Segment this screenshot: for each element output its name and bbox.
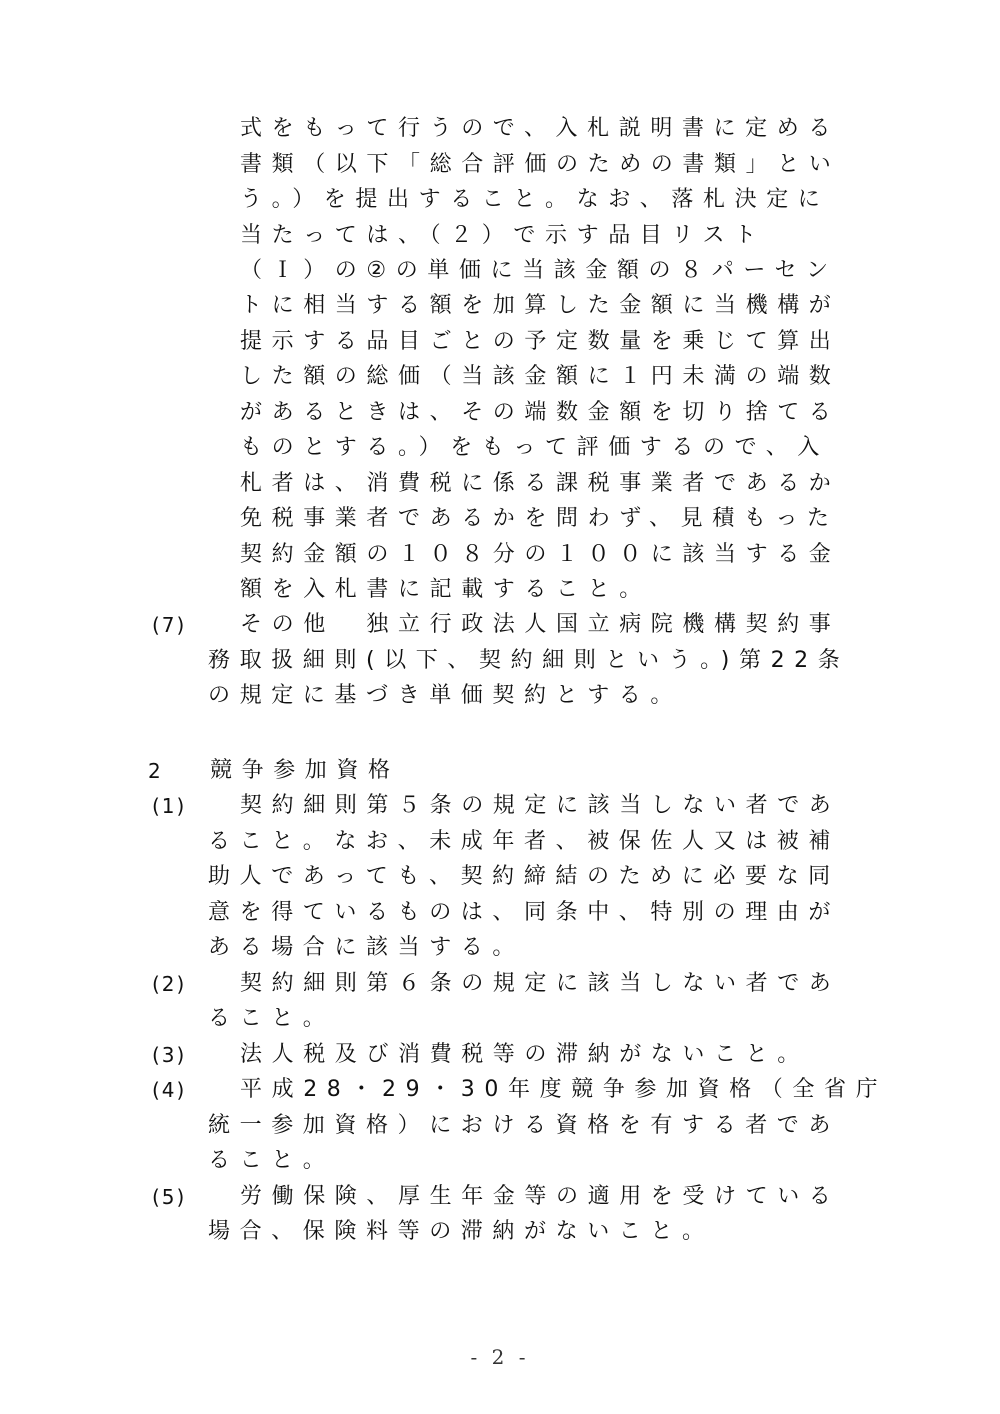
paragraph-line: 契約金額の１０８分の１００に該当する金	[240, 542, 841, 567]
item-7-line: その他 独立行政法人国立病院機構契約事	[240, 612, 841, 637]
paragraph-line: 式をもって行うので、入札説明書に定める	[240, 116, 840, 141]
paragraph-line: 提示する品目ごとの予定数量を乗じて算出	[240, 329, 841, 354]
item-1-line: ある場合に該当する。	[208, 935, 525, 960]
item-4-line: 平成28・29・30年度競争参加資格（全省庁	[240, 1077, 888, 1102]
paragraph-line: 書類（以下「総合評価のための書類」とい	[240, 152, 841, 177]
item-4-line: 統一参加資格）における資格を有する者であ	[208, 1113, 841, 1138]
item-1-line: 助人であっても、契約締結のために必要な同	[208, 864, 840, 889]
paragraph-line: した額の総価（当該金額に１円未満の端数	[240, 364, 841, 389]
paragraph-line: 免税事業者であるかを問わず、見積もった	[240, 506, 839, 531]
paragraph-line: 札者は、消費税に係る課税事業者であるか	[240, 471, 841, 496]
paragraph-line: （Ｉ）の②の単価に当該金額の８パーセン	[240, 258, 838, 283]
paragraph-line: があるときは、その端数金額を切り捨てる	[240, 400, 841, 425]
item-7-marker: (7)	[152, 613, 187, 637]
item-2-marker: (2)	[152, 972, 187, 996]
page-number: - 2 -	[470, 1345, 530, 1369]
item-4-line: ること。	[208, 1148, 335, 1173]
paragraph-line: う。）を提出すること。なお、落札決定に	[240, 187, 830, 212]
paragraph-line: 額を入札書に記載すること。	[240, 577, 651, 602]
item-3-line: 法人税及び消費税等の滞納がないこと。	[240, 1042, 809, 1067]
paragraph-line: ものとする。）をもって評価するので、入	[240, 435, 829, 460]
item-1-line: 契約細則第５条の規定に該当しない者であ	[240, 793, 841, 818]
item-5-marker: (5)	[152, 1185, 187, 1209]
item-2-line: ること。	[208, 1006, 335, 1031]
section-2-heading: 競争参加資格	[210, 758, 400, 783]
paragraph-line: トに相当する額を加算した金額に当機構が	[240, 293, 841, 318]
item-1-marker: (1)	[152, 794, 187, 818]
section-2-number: 2	[148, 759, 161, 783]
item-7-line: の規定に基づき単価契約とする。	[208, 683, 683, 708]
paragraph-line: 当たっては、（２）で示す品目リスト	[240, 223, 766, 248]
item-1-line: 意を得ているものは、同条中、特別の理由が	[208, 900, 841, 925]
item-7-line: 務取扱細則(以下、契約細則という。)第22条	[208, 648, 850, 673]
item-5-line: 労働保険、厚生年金等の適用を受けている	[240, 1184, 841, 1209]
item-1-line: ること。なお、未成年者、被保佐人又は被補	[208, 829, 841, 854]
item-3-marker: (3)	[152, 1043, 187, 1067]
item-2-line: 契約細則第６条の規定に該当しない者であ	[240, 971, 841, 996]
item-5-line: 場合、保険料等の滞納がないこと。	[208, 1219, 714, 1244]
item-4-marker: (4)	[152, 1078, 187, 1102]
